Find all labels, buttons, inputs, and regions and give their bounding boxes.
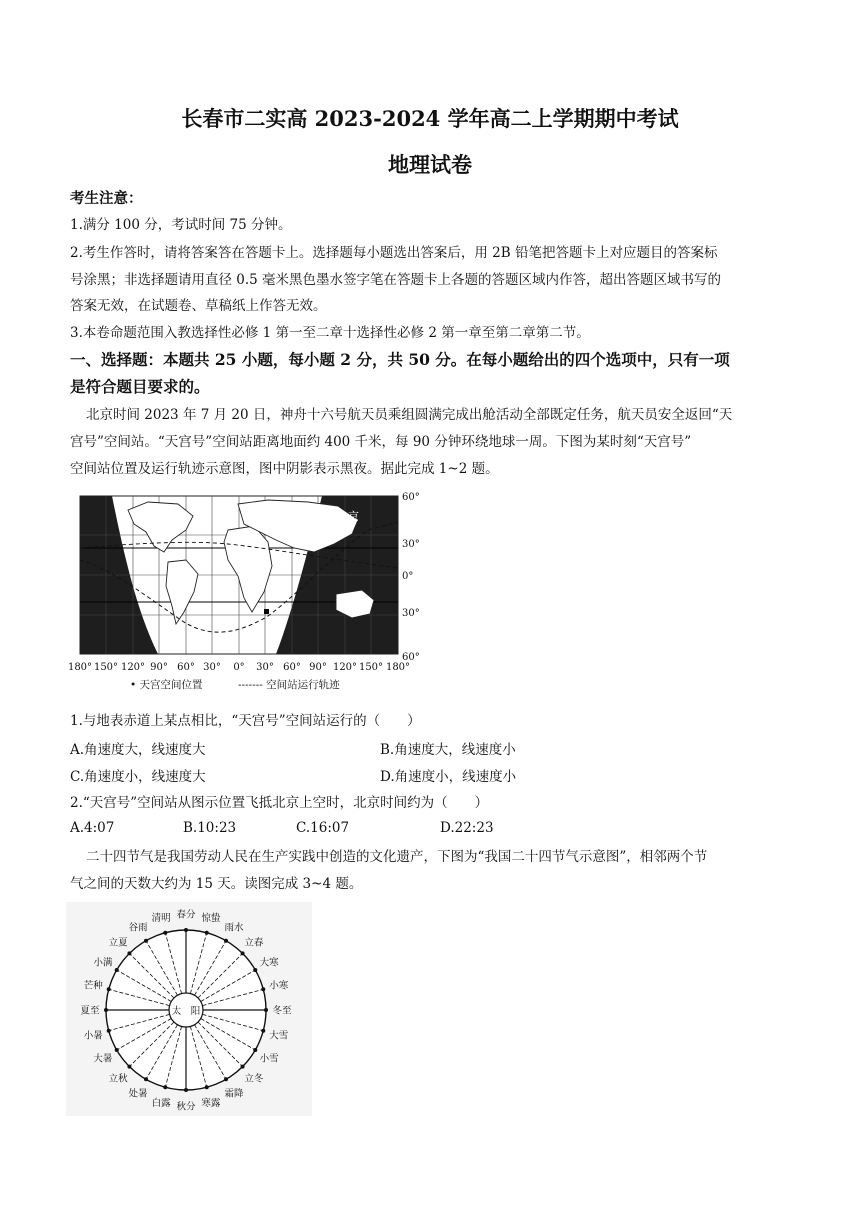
lon-label: 150°	[93, 662, 119, 673]
lat-label: 30°	[402, 608, 420, 619]
dial-term-label: 立夏	[108, 937, 128, 949]
exam-subtitle: 地理试卷	[388, 152, 472, 177]
legend-track: ------- 空间站运行轨迹	[238, 679, 340, 691]
dial-term-dot	[115, 1048, 119, 1052]
dial-term-label: 惊蛰	[201, 912, 221, 924]
section-heading-line-1: 一、选择题：本题共 25 小题，每小题 2 分，共 50 分。在每小题给出的四个选项中，只有一项	[70, 350, 730, 369]
dial-term-dot	[163, 931, 167, 935]
lon-label: 150°	[358, 662, 384, 673]
dial-term-dot	[205, 931, 209, 935]
orbit-map-figure	[68, 490, 428, 698]
dial-term-dot	[104, 1008, 108, 1012]
lon-label: 120°	[332, 662, 358, 673]
dial-term-label: 清明	[151, 912, 171, 924]
dial-term-label: 白露	[151, 1098, 171, 1110]
lon-label: 90°	[150, 662, 168, 673]
dial-term-dot	[241, 1065, 245, 1069]
dial-term-dot	[107, 987, 111, 991]
dial-term-label: 芒种	[83, 980, 103, 992]
q2-option-d: D.22:23	[440, 820, 494, 836]
dial-term-label: 大暑	[93, 1053, 113, 1065]
dial-term-label: 大雪	[269, 1030, 289, 1042]
dial-term-dot	[184, 928, 188, 932]
lon-label: 180°	[385, 662, 411, 673]
lon-label: 180°	[68, 662, 93, 673]
dial-term-label: 小暑	[83, 1030, 103, 1042]
dial-term-label: 春分	[176, 909, 196, 921]
dial-term-dot	[127, 951, 131, 955]
map-city-label: 北京	[337, 510, 359, 523]
beijing-star-icon: ★	[345, 525, 355, 536]
dial-term-label: 处暑	[128, 1088, 148, 1100]
dial-term-label: 寒露	[201, 1098, 221, 1110]
dial-term-label: 立冬	[244, 1073, 264, 1085]
q1-option-d: D.角速度小，线速度小	[380, 769, 517, 785]
lat-label: 60°	[402, 652, 420, 663]
dial-term-dot	[127, 1065, 131, 1069]
notice-item-2-line-1: 2.考生作答时，请将答案答在答题卡上。选择题每小题选出答案后，用 2B 铅笔把答题卡上对应题目的答案标	[70, 245, 718, 261]
station-position-marker	[264, 609, 269, 614]
notice-item-2-line-2: 号涂黑；非选择题请用直径 0.5 毫米黑色墨水签字笔在答题卡上各题的答题区域内作答，超出答题区域书写的	[70, 272, 722, 288]
lat-label: 0°	[402, 571, 414, 582]
dial-term-label: 大寒	[259, 957, 279, 969]
dial-term-label: 谷雨	[128, 922, 148, 934]
lon-label: 60°	[177, 662, 195, 673]
dial-term-label: 立秋	[108, 1073, 128, 1085]
dial-term-dot	[253, 1048, 257, 1052]
dial-term-dot	[184, 1088, 188, 1092]
dial-term-label: 霜降	[224, 1088, 244, 1100]
dial-term-dot	[261, 987, 265, 991]
passage1-line-3: 空间站位置及运行轨迹示意图，图中阴影表示黑夜。据此完成 1~2 题。	[70, 461, 499, 477]
q1-option-a: A.角速度大，线速度大	[70, 742, 206, 758]
q2-option-b: B.10:23	[183, 820, 237, 836]
dial-term-dot	[163, 1085, 167, 1089]
dial-term-dot	[261, 1029, 265, 1033]
lon-label: 90°	[309, 662, 327, 673]
dial-term-dot	[253, 968, 257, 972]
q2-option-c: C.16:07	[296, 820, 350, 836]
dial-term-dot	[224, 939, 228, 943]
lat-label: 60°	[402, 492, 420, 503]
lon-label: 30°	[256, 662, 274, 673]
passage2-line-1: 二十四节气是我国劳动人民在生产实践中创造的文化遗产，下图为“我国二十四节气示意图”，相邻两个节	[86, 849, 708, 865]
legend-station: • 天宫空间位置	[130, 679, 203, 691]
dial-term-dot	[224, 1077, 228, 1081]
lon-label: 60°	[283, 662, 301, 673]
passage1-line-2: 宫号”空间站。“天宫号”空间站距离地面约 400 千米，每 90 分钟环绕地球一周。下图为某时刻“天宫号”	[70, 434, 692, 450]
dial-term-label: 小雪	[259, 1053, 279, 1065]
dial-term-dot	[107, 1029, 111, 1033]
dial-term-label: 小满	[93, 957, 113, 969]
dial-term-dot	[205, 1085, 209, 1089]
q1-stem: 1.与地表赤道上某点相比，“天宫号”空间站运行的（ ）	[70, 713, 421, 729]
q2-stem: 2.“天宫号”空间站从图示位置飞抵北京上空时，北京时间约为（ ）	[70, 795, 489, 811]
solar-terms-dial-figure	[66, 902, 312, 1116]
notice-heading: 考生注意：	[70, 190, 143, 207]
notice-item-1: 1.满分 100 分，考试时间 75 分钟。	[70, 217, 292, 233]
passage2-line-2: 气之间的天数大约为 15 天。读图完成 3~4 题。	[70, 876, 363, 892]
longitude-labels	[68, 662, 410, 673]
dial-term-dot	[264, 1008, 268, 1012]
q1-option-b: B.角速度大，线速度小	[380, 742, 516, 758]
lon-label: 0°	[233, 662, 245, 673]
dial-term-label: 小寒	[269, 980, 289, 992]
exam-title: 长春市二实高 2023-2024 学年高二上学期期中考试	[181, 106, 679, 131]
lon-label: 30°	[203, 662, 221, 673]
dial-term-label: 冬至	[272, 1005, 292, 1017]
dial-term-label: 雨水	[224, 922, 244, 934]
dial-term-label: 秋分	[176, 1101, 196, 1113]
q1-option-c: C.角速度小，线速度大	[70, 769, 206, 785]
dial-term-dot	[144, 1077, 148, 1081]
section-heading-line-2: 是符合题目要求的。	[70, 377, 210, 396]
dial-term-dot	[241, 951, 245, 955]
dial-term-label: 立春	[244, 937, 264, 949]
notice-item-2-line-3: 答案无效，在试题卷、草稿纸上作答无效。	[70, 298, 327, 314]
dial-term-dot	[144, 939, 148, 943]
sun-label: 太 阳	[171, 1006, 201, 1017]
lon-label: 120°	[120, 662, 146, 673]
latitude-labels	[402, 492, 420, 663]
notice-item-3: 3.本卷命题范围入教选择性必修 1 第一至二章十选择性必修 2 第一章至第二章第二节。	[70, 325, 590, 341]
dial-term-dot	[115, 968, 119, 972]
dial-term-label: 夏至	[80, 1005, 100, 1017]
q2-option-a: A.4:07	[70, 820, 115, 836]
lat-label: 30°	[402, 539, 420, 550]
passage1-line-1: 北京时间 2023 年 7 月 20 日，神舟十六号航天员乘组圆满完成出舱活动全部既定任务，航天员安全返回“天	[86, 407, 733, 423]
